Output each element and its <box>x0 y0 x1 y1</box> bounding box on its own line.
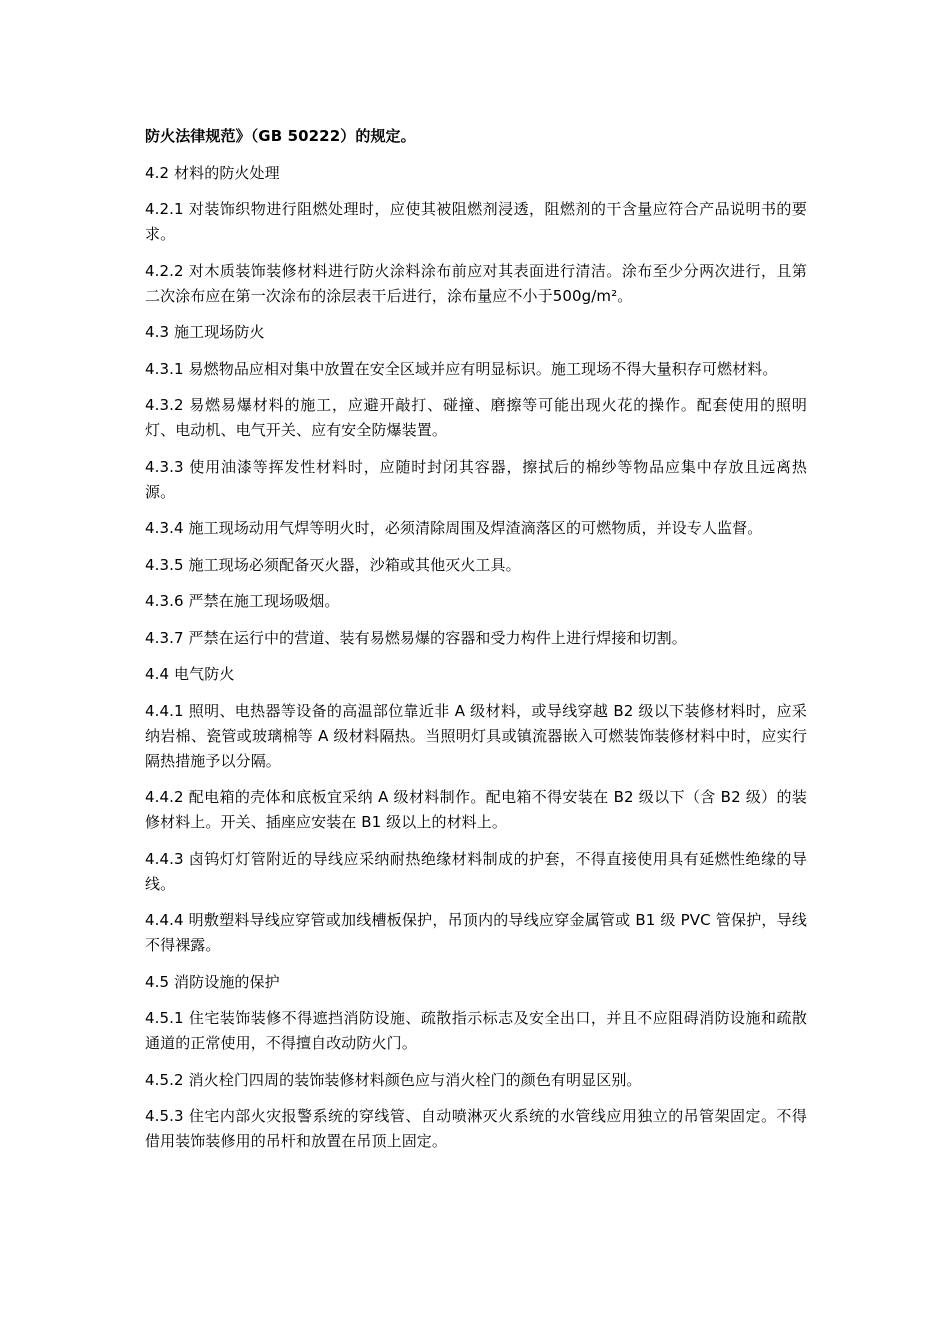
clause-4-5-2: 4.5.2 消火栓门四周的装饰装修材料颜色应与消火栓门的颜色有明显区别。 <box>145 1070 642 1089</box>
clause-4-2-2: 4.2.2 对木质装饰装修材料进行防火涂料涂布前应对其表面进行清洁。涂布至少分两次进行，且第二次涂布应在第一次涂布的涂层表干后进行，涂布量应不小于500g/m²。 <box>145 261 807 305</box>
clause-4-2-1: 4.2.1 对装饰织物进行阻燃处理时，应使其被阻燃剂浸透，阻燃剂的干含量应符合产品说明书的要求。 <box>145 200 807 243</box>
clause-4-3-6: 4.3.6 严禁在施工现场吸烟。 <box>145 592 340 610</box>
section-heading-4-2: 4.2 材料的防火处理 <box>145 163 280 182</box>
clause-4-4-2: 4.4.2 配电箱的壳体和底板宜采纳 A 级材料制作。配电箱不得安装在 B2 级以下（含 B2 级）的装修材料上。开关、插座应安装在 B1 级以上的材料上。 <box>145 788 807 831</box>
clause-4-3-7: 4.3.7 严禁在运行中的营道、装有易燃易爆的容器和受力构件上进行焊接和切割。 <box>145 628 687 647</box>
clause-4-3-4: 4.3.4 施工现场动用气焊等明火时，必须清除周围及焊渣滴落区的可燃物质，并设专人监督。 <box>145 519 763 537</box>
clause-4-4-3: 4.4.3 卤钨灯灯管附近的导线应采纳耐热绝缘材料制成的护套，不得直接使用具有延燃性绝缘的导线。 <box>145 849 807 893</box>
clause-4-3-5: 4.3.5 施工现场必须配备灭火器，沙箱或其他灭火工具。 <box>145 555 521 574</box>
continuation-line: 防火法律规范》（GB 50222）的规定。 <box>145 127 416 145</box>
clause-4-5-3: 4.5.3 住宅内部火灾报警系统的穿线管、自动喷淋灭火系统的水管线应用独立的吊管架固定。不得借用装饰装修用的吊杆和放置在吊顶上固定。 <box>145 1107 807 1150</box>
clause-4-4-1: 4.4.1 照明、电热器等设备的高温部位靠近非 A 级材料，或导线穿越 B2 级以下装修材料时，应采纳岩棉、瓷管或玻璃棉等 A 级材料隔热。当照明灯具或镇流器嵌入可燃装饰装修材料中时，应实行隔热措施予以分隔。 <box>145 701 807 770</box>
clause-4-3-2: 4.3.2 易燃易爆材料的施工，应避开敲打、碰撞、磨擦等可能出现火花的操作。配套使用的照明灯、电动机、电气开关、应有安全防爆装置。 <box>145 396 807 439</box>
clause-4-4-4: 4.4.4 明敷塑料导线应穿管或加线槽板保护，吊顶内的导线应穿金属管或 B1 级 PVC 管保护，导线不得裸露。 <box>145 911 807 954</box>
document-page <box>145 124 807 1166</box>
clause-4-3-1: 4.3.1 易燃物品应相对集中放置在安全区域并应有明显标识。施工现场不得大量积存可燃材料。 <box>145 359 778 378</box>
clause-4-3-3: 4.3.3 使用油漆等挥发性材料时，应随时封闭其容器，擦拭后的棉纱等物品应集中存放且远离热源。 <box>145 457 807 501</box>
section-heading-4-3: 4.3 施工现场防火 <box>145 323 265 341</box>
section-heading-4-5: 4.5 消防设施的保护 <box>145 972 280 991</box>
clause-4-5-1: 4.5.1 住宅装饰装修不得遮挡消防设施、疏散指示标志及安全出口，并且不应阻碍消防设施和疏散通道的正常使用，不得擅自改动防火门。 <box>145 1009 807 1052</box>
section-heading-4-4: 4.4 电气防火 <box>145 665 235 683</box>
